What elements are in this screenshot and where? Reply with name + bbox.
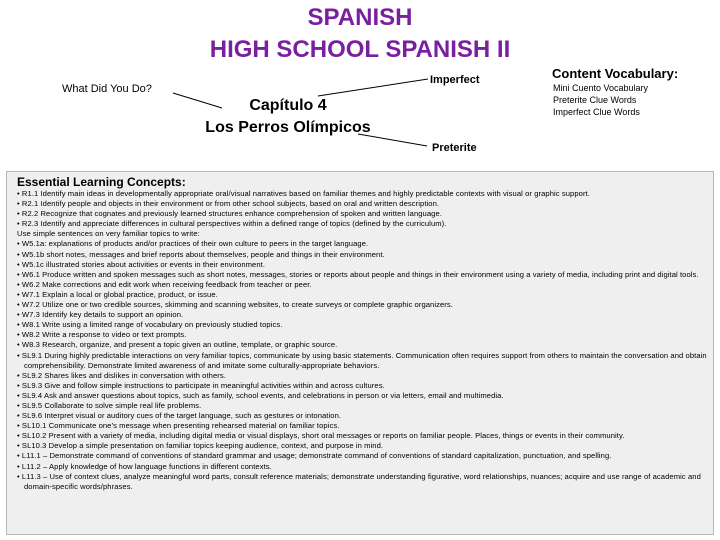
concept-item: • W5.1a: explanations of products and/or practices of their own culture to peers in the target language. (17, 239, 369, 249)
concept-item: • W5.1b short notes, messages and brief reports about themselves, people and things in their environment. (17, 249, 385, 259)
concept-item: • W6.2 Make corrections and edit work when receiving feedback from teacher or peer. (17, 279, 312, 289)
content-vocabulary-list (553, 82, 648, 118)
essential-learning-panel (6, 171, 714, 535)
concept-item: • R2.3 Identify and appreciate differences in cultural perspectives within a defined range of topics (defined by the curriculum). (17, 219, 447, 229)
concept-item: • W6.1 Produce written and spoken messages such as short notes, messages, stories or reports about people and things in their environment using a variety of media, including print and digital tools. (17, 269, 699, 279)
concept-item: • W5.1c illustrated stories about activities or events in their environment. (17, 259, 266, 269)
concept-item: • R2.1 Identify people and objects in their environment or from other school subjects, based on oral and written description. (17, 199, 440, 209)
vocab-item: Preterite Clue Words (553, 95, 637, 105)
concept-item: • SL10.1 Communicate one’s message when presenting rehearsed material on familiar topics. (17, 421, 340, 431)
concept-item: • SL9.1 During highly predictable interactions on very familiar topics, communicate by using basic statements. Communication often requires support from others to maintain the conversation and obtain comprehensibility. Demonstrate limited awareness of and imitate some culturally-appropriate behaviors. (17, 350, 707, 370)
content-vocabulary-heading: Content Vocabulary: (552, 66, 679, 81)
branch-imperfect: Imperfect (430, 74, 480, 86)
essential-learning-list (17, 189, 709, 492)
central-topic-chapter: Capítulo 4 (249, 97, 327, 114)
title-line-2: HIGH SCHOOL SPANISH II (209, 36, 511, 63)
concept-item: • W8.2 Write a response to video or text prompts. (17, 330, 187, 340)
essential-learning-heading: Essential Learning Concepts: (17, 175, 186, 189)
vocab-item: Imperfect Clue Words (553, 107, 640, 117)
concept-item: • W8.3 Research, organize, and present a topic given an outline, template, or graphic source. (17, 340, 338, 350)
central-topic (190, 95, 386, 139)
concept-item: • L11.3 – Use of context clues, analyze meaningful word parts, consult reference materials; demonstrate understanding figurative, word relationships, nuances; acquire and use range of academic and domain-specific words/phrases. (17, 471, 701, 491)
concept-item: • W7.1 Explain a local or global practice, product, or issue. (17, 289, 218, 299)
concept-item: • W8.1 Write using a limited range of vocabulary on previously studied topics. (17, 320, 283, 330)
vocab-item: Mini Cuento Vocabulary (553, 83, 649, 93)
connector-top (318, 79, 428, 96)
concept-item: • W7.3 Identify key details to support an opinion. (17, 310, 184, 320)
concept-item: • SL9.4 Ask and answer questions about topics, such as family, school events, and celebrations in person or via letters, email and multimedia. (17, 390, 504, 400)
title-line-1: SPANISH (307, 4, 413, 31)
concept-item: • SL9.2 Shares likes and dislikes in conversation with others. (17, 370, 226, 380)
branch-preterite: Preterite (432, 142, 477, 154)
concept-item: • SL10.2 Present with a variety of media, including digital media or visual displays, short oral messages or reports on familiar people. Places, things or events in their community. (17, 431, 625, 441)
concept-item: • SL9.6 Interpret visual or auditory cues of the target language, such as gestures or intonation. (17, 411, 342, 421)
concept-item: • L11.2 – Apply knowledge of how language functions in different contexts. (17, 461, 272, 471)
concept-item: • SL9.5 Collaborate to solve simple real life problems. (17, 400, 202, 410)
concept-item: • R1.1 Identify main ideas in developmentally appropriate oral/visual narratives based on familiar themes and highly predictable contexts with visual or graphic support. (17, 189, 590, 198)
concept-item: • SL9.3 Give and follow simple instructions to participate in meaningful activities within and across cultures. (17, 380, 385, 390)
concept-item: • L11.1 – Demonstrate command of conventions of standard grammar and usage; demonstrate command of conventions of standard capitalization, punctuation, and spelling. (17, 451, 612, 461)
concept-item: • SL10.3 Develop a simple presentation on familiar topics keeping audience, context, and purpose in mind. (17, 441, 384, 451)
left-prompt: What Did You Do? (62, 83, 152, 95)
central-topic-title: Los Perros Olímpicos (205, 119, 371, 136)
concept-item: Use simple sentences on very familiar topics to write: (17, 229, 200, 239)
concept-item: • W7.2 Utilize one or two credible sources, skimming and scanning websites, to create surveys or complete graphic organizers. (17, 300, 453, 310)
concept-item: • R2.2 Recognize that cognates and previously learned structures enhance comprehension of spoken and written language. (17, 209, 442, 219)
